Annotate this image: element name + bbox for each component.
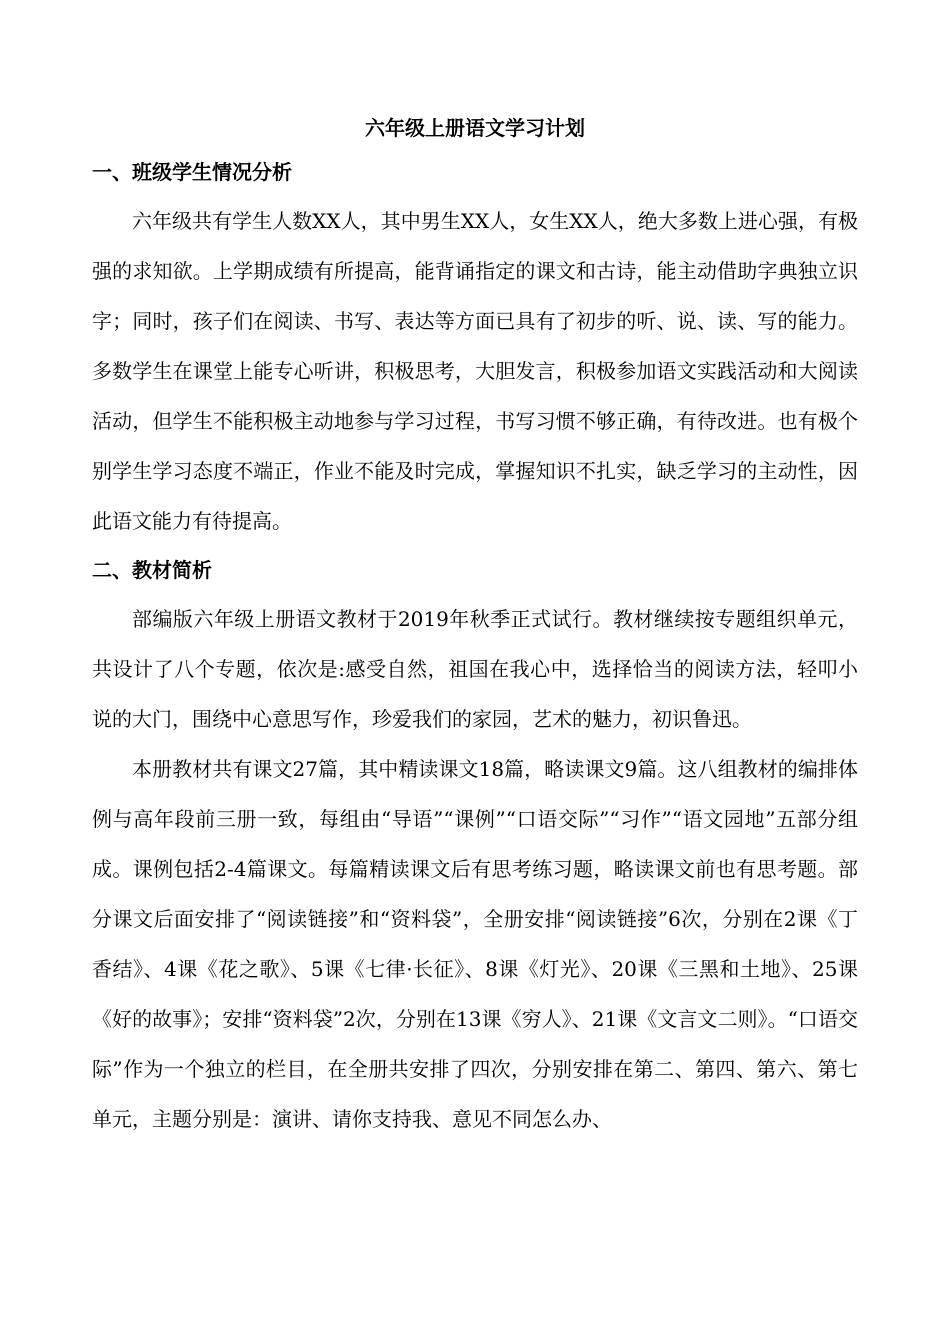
paragraph-textbook-contents: 本册教材共有课文27篇，其中精读课文18篇，略读课文9篇。这八组教材的编排体例与高年段前三册一致，每组由“导语”“课例”“口语交际”“习作”“语文园地”五部分组成。课例包括2-4篇课文。每篇精读课文后有思考练习题，略读课文前也有思考题。部分课文后面安排了“阅读链接”和“资料袋”，全册安排“阅读链接”6次，分别在2课《丁香结》、4课《花之歌》、5课《七律·长征》、8课《灯光》、20课《三黑和土地》、25课《好的故事》；安排“资料袋”2次，分别在13课《穷人》、21课《文言文二则》。“口语交际”作为一个独立的栏目，在全册共安排了四次，分别安排在第二、第四、第六、第七单元，主题分别是：演讲、请你支持我、意见不同怎么办、 — [92, 757, 858, 1131]
document-body — [92, 108, 858, 1144]
paragraph-textbook-units: 部编版六年级上册语文教材于2019年秋季正式试行。教材继续按专题组织单元，共设计了八个专题，依次是:感受自然，祖国在我心中，选择恰当的阅读方法，轻叩小说的大门，围绕中心意思写作，珍爱我们的家园，艺术的魅力，初识鲁迅。 — [92, 607, 858, 731]
paragraph-class-analysis: 六年级共有学生人数XX人，其中男生XX人，女生XX人，绝大多数上进心强，有极强的求知欲。上学期成绩有所提高，能背诵指定的课文和古诗，能主动借助字典独立识字；同时，孩子们在阅读、书写、表达等方面已具有了初步的听、说、读、写的能力。多数学生在课堂上能专心听讲，积极思考，大胆发言，积极参加语文实践活动和大阅读活动，但学生不能积极主动地参与学习过程，书写习惯不够正确，有待改进。也有极个别学生学习态度不端正，作业不能及时完成，掌握知识不扎实，缺乏学习的主动性，因此语文能力有待提高。 — [92, 209, 858, 533]
page-title: 六年级上册语文学习计划 — [365, 116, 585, 140]
section-heading-textbook-analysis: 二、教材简析 — [92, 558, 212, 582]
section-heading-class-analysis: 一、班级学生情况分析 — [92, 160, 292, 184]
